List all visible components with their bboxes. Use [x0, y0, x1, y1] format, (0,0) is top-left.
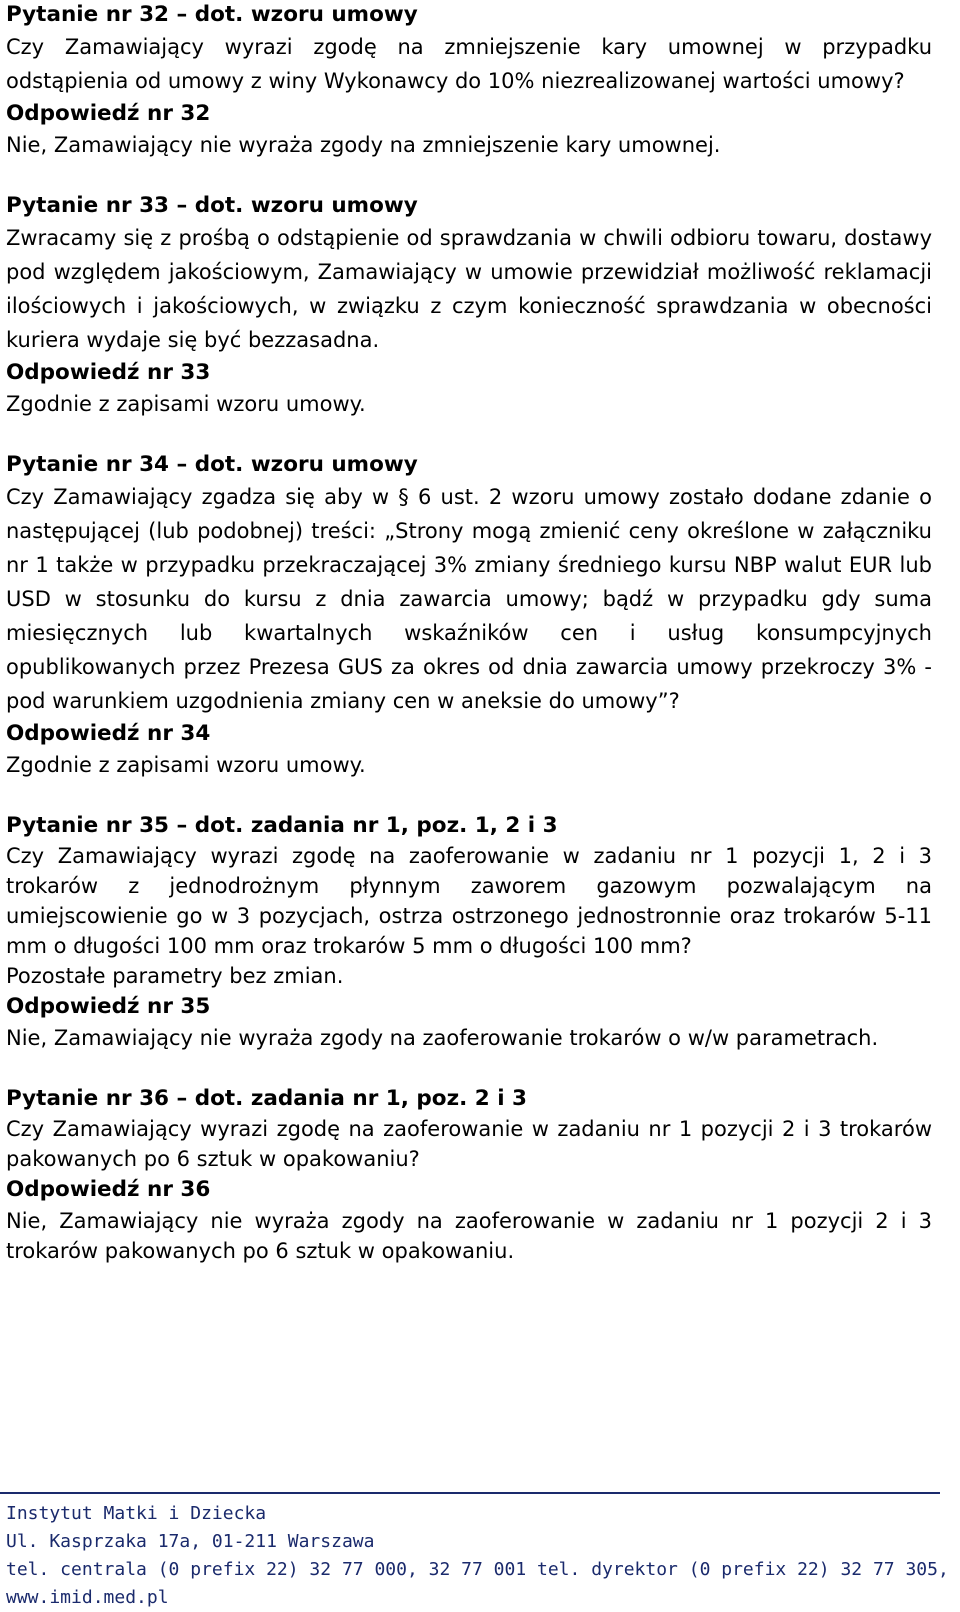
answer-heading: Odpowiedź nr 33: [6, 360, 211, 385]
question-heading: Pytanie nr 33 – dot. wzoru umowy: [6, 193, 418, 218]
question-text: Czy Zamawiający wyrazi zgodę na zmniejszenie kary umownej w przypadku odstąpienia od umowy z winy Wykonawcy do 10% niezrealizowanej wartości umowy?: [6, 35, 932, 93]
qa-block-33: [6, 191, 932, 419]
answer-text: Zgodnie z zapisami wzoru umowy.: [6, 392, 366, 416]
answer-text: Nie, Zamawiający nie wyraża zgody na zmniejszenie kary umownej.: [6, 133, 721, 157]
question-text: Zwracamy się z prośbą o odstąpienie od sprawdzania w chwili odbioru towaru, dostawy pod względem jakościowym, Zamawiający w umowie przewidział możliwość reklamacji ilościowych i jakościowych, w związku z czym konieczność sprawdzania w obecności kuriera wydaje się być bezzasadna.: [6, 226, 932, 352]
qa-block-34: [6, 450, 932, 780]
question-heading: Pytanie nr 35 – dot. zadania nr 1, poz. 1, 2 i 3: [6, 813, 558, 838]
question-heading: Pytanie nr 36 – dot. zadania nr 1, poz. 2 i 3: [6, 1086, 528, 1111]
question-heading: Pytanie nr 32 – dot. wzoru umowy: [6, 2, 418, 27]
footer-institution: Instytut Matki i Dziecka: [6, 1503, 267, 1524]
footer-divider: [0, 1492, 940, 1494]
answer-heading: Odpowiedź nr 36: [6, 1177, 211, 1202]
footer-address: Ul. Kasprzaka 17a, 01-211 Warszawa: [6, 1531, 375, 1552]
question-heading: Pytanie nr 34 – dot. wzoru umowy: [6, 452, 418, 477]
answer-heading: Odpowiedź nr 32: [6, 101, 211, 126]
qa-block-32: [6, 0, 932, 160]
answer-text: Nie, Zamawiający nie wyraża zgody na zaoferowanie trokarów o w/w parametrach.: [6, 1026, 879, 1050]
qa-block-36: [6, 1084, 932, 1266]
answer-text: Zgodnie z zapisami wzoru umowy.: [6, 753, 366, 777]
footer-phones: tel. centrala (0 prefix 22) 32 77 000, 32 77 001 tel. dyrektor (0 prefix 22) 32 77 305,: [6, 1559, 949, 1580]
question-text: Czy Zamawiający wyrazi zgodę na zaoferowanie w zadaniu nr 1 pozycji 2 i 3 trokarów pakowanych po 6 sztuk w opakowaniu?: [6, 1117, 932, 1171]
qa-block-35: [6, 811, 932, 1053]
document-body: [6, 0, 932, 1297]
question-text: Czy Zamawiający wyrazi zgodę na zaoferowanie w zadaniu nr 1 pozycji 1, 2 i 3 trokarów z jednodrożnym płynnym zaworem gazowym pozwalającym na umiejscowienie go w 3 pozycjach, ostrza ostrzonego jednostronnie oraz trokarów 5-11 mm o długości 100 mm oraz trokarów 5 mm o długości 100 mm?: [6, 844, 932, 958]
page-footer: [0, 1492, 949, 1612]
answer-heading: Odpowiedź nr 35: [6, 994, 211, 1019]
question-note: Pozostałe parametry bez zmian.: [6, 964, 344, 988]
answer-heading: Odpowiedź nr 34: [6, 721, 211, 746]
footer-website-link[interactable]: www.imid.med.pl: [6, 1587, 169, 1608]
answer-text: Nie, Zamawiający nie wyraża zgody na zaoferowanie w zadaniu nr 1 pozycji 2 i 3 trokarów pakowanych po 6 sztuk w opakowaniu.: [6, 1209, 932, 1263]
question-text: Czy Zamawiający zgadza się aby w § 6 ust. 2 wzoru umowy zostało dodane zdanie o następującej (lub podobnej) treści: „Strony mogą zmienić ceny określone w załączniku nr 1 także w przypadku przekraczającej 3% zmiany średniego kursu NBP walut EUR lub USD w stosunku do kursu z dnia zawarcia umowy; bądź w przypadku gdy suma miesięcznych lub kwartalnych wskaźników cen i usług konsumpcyjnych opublikowanych przez Prezesa GUS za okres od dnia zawarcia umowy przekroczy 3% - pod warunkiem uzgodnienia zmiany cen w aneksie do umowy”?: [6, 485, 932, 713]
